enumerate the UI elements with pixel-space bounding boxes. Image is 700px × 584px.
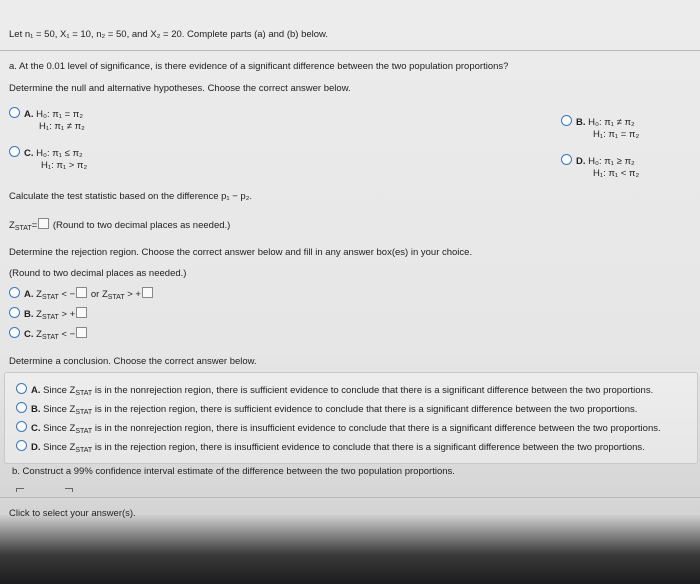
h1-text: H₁: π₁ < π₂ — [593, 168, 640, 179]
rejection-option-c[interactable]: C. $Z_{STAT}$ < − — [9, 327, 88, 341]
h0-text: H₀: π₁ ≠ π₂ — [588, 117, 635, 128]
h0-text: H₀: π₁ ≥ π₂ — [588, 156, 635, 167]
zstat-hint: (Round to two decimal places as needed.) — [52, 220, 231, 231]
radio-button[interactable] — [9, 287, 20, 298]
conclusion-option-c[interactable]: C. Since $Z_{STAT}$ is in the nonrejection region, there is insufficient evidence to conclude that there is a significant difference between the two proportions. — [16, 421, 661, 435]
radio-button[interactable] — [9, 146, 20, 157]
h1-text: H₁: π₁ ≠ π₂ — [39, 121, 85, 132]
confidence-interval-row — [16, 484, 73, 495]
lower-critical-input[interactable] — [76, 327, 87, 338]
rejection-option-a[interactable]: A. $Z_{STAT}$ < − or $Z_{STAT}$ > + — [9, 287, 154, 301]
hypothesis-option-b[interactable]: B. H₀: π₁ ≠ π₂ H₁: π₁ = π₂ — [561, 115, 639, 141]
divider — [0, 50, 700, 51]
radio-button[interactable] — [16, 383, 27, 394]
hypotheses-instruction: Determine the null and alternative hypotheses. Choose the correct answer below. — [9, 83, 351, 94]
conclusion-option-a[interactable]: A. Since $Z_{STAT}$ is in the nonrejection region, there is sufficient evidence to conclude that there is a significant difference between the two proportions. — [16, 383, 653, 397]
hypothesis-option-a[interactable]: A. H₀: π₁ = π₂ H₁: π₁ ≠ π₂ — [9, 107, 85, 133]
ci-lower-input[interactable] — [16, 488, 24, 492]
rejection-hint: (Round to two decimal places as needed.) — [9, 268, 187, 279]
radio-button[interactable] — [561, 115, 572, 126]
rejection-instruction: Determine the rejection region. Choose the correct answer below and fill in any answer box(es) in your choice. — [9, 247, 473, 258]
radio-button[interactable] — [561, 154, 572, 165]
h0-text: H₀: π₁ ≤ π₂ — [36, 148, 83, 159]
part-a-prompt: a. At the 0.01 level of significance, is there evidence of a significant difference between the two population proportions? — [9, 61, 509, 72]
footer-hint: Click to select your answer(s). — [9, 508, 136, 519]
radio-button[interactable] — [16, 402, 27, 413]
h1-text: H₁: π₁ > π₂ — [41, 160, 88, 171]
rejection-option-b[interactable]: B. $Z_{STAT}$ > + — [9, 307, 88, 321]
zstat-answer-row: $Z_{STAT}=$ (Round to two decimal places as needed.) — [9, 220, 231, 232]
part-b-prompt: b. Construct a 99% confidence interval estimate of the difference between the two population proportions. — [12, 466, 455, 477]
divider — [0, 497, 700, 498]
radio-button[interactable] — [9, 327, 20, 338]
conclusion-option-b[interactable]: B. Since $Z_{STAT}$ is in the rejection region, there is sufficient evidence to conclude that there is a significant difference between the two proportions. — [16, 402, 637, 416]
upper-critical-input[interactable] — [76, 307, 87, 318]
conclusion-option-d[interactable]: D. Since $Z_{STAT}$ is in the rejection region, there is insufficient evidence to conclude that there is a significant difference between the two proportions. — [16, 440, 645, 454]
radio-button[interactable] — [16, 421, 27, 432]
radio-button[interactable] — [9, 107, 20, 118]
upper-critical-input[interactable] — [142, 287, 153, 298]
ci-upper-input[interactable] — [65, 488, 73, 492]
zstat-input[interactable] — [38, 218, 49, 229]
conclusion-instruction: Determine a conclusion. Choose the correct answer below. — [9, 356, 257, 367]
question-intro: Let n₁ = 50, X₁ = 10, n₂ = 50, and X₂ = 20. Complete parts (a) and (b) below. — [9, 29, 329, 40]
h1-text: H₁: π₁ = π₂ — [593, 129, 640, 140]
radio-button[interactable] — [9, 307, 20, 318]
lower-critical-input[interactable] — [76, 287, 87, 298]
hypothesis-option-c[interactable]: C. H₀: π₁ ≤ π₂ H₁: π₁ > π₂ — [9, 146, 87, 172]
h0-text: H₀: π₁ = π₂ — [36, 109, 84, 120]
radio-button[interactable] — [16, 440, 27, 451]
hypothesis-option-d[interactable]: D. H₀: π₁ ≥ π₂ H₁: π₁ < π₂ — [561, 154, 639, 180]
test-stat-instruction: Calculate the test statistic based on the difference p₁ − p₂. — [9, 191, 253, 202]
